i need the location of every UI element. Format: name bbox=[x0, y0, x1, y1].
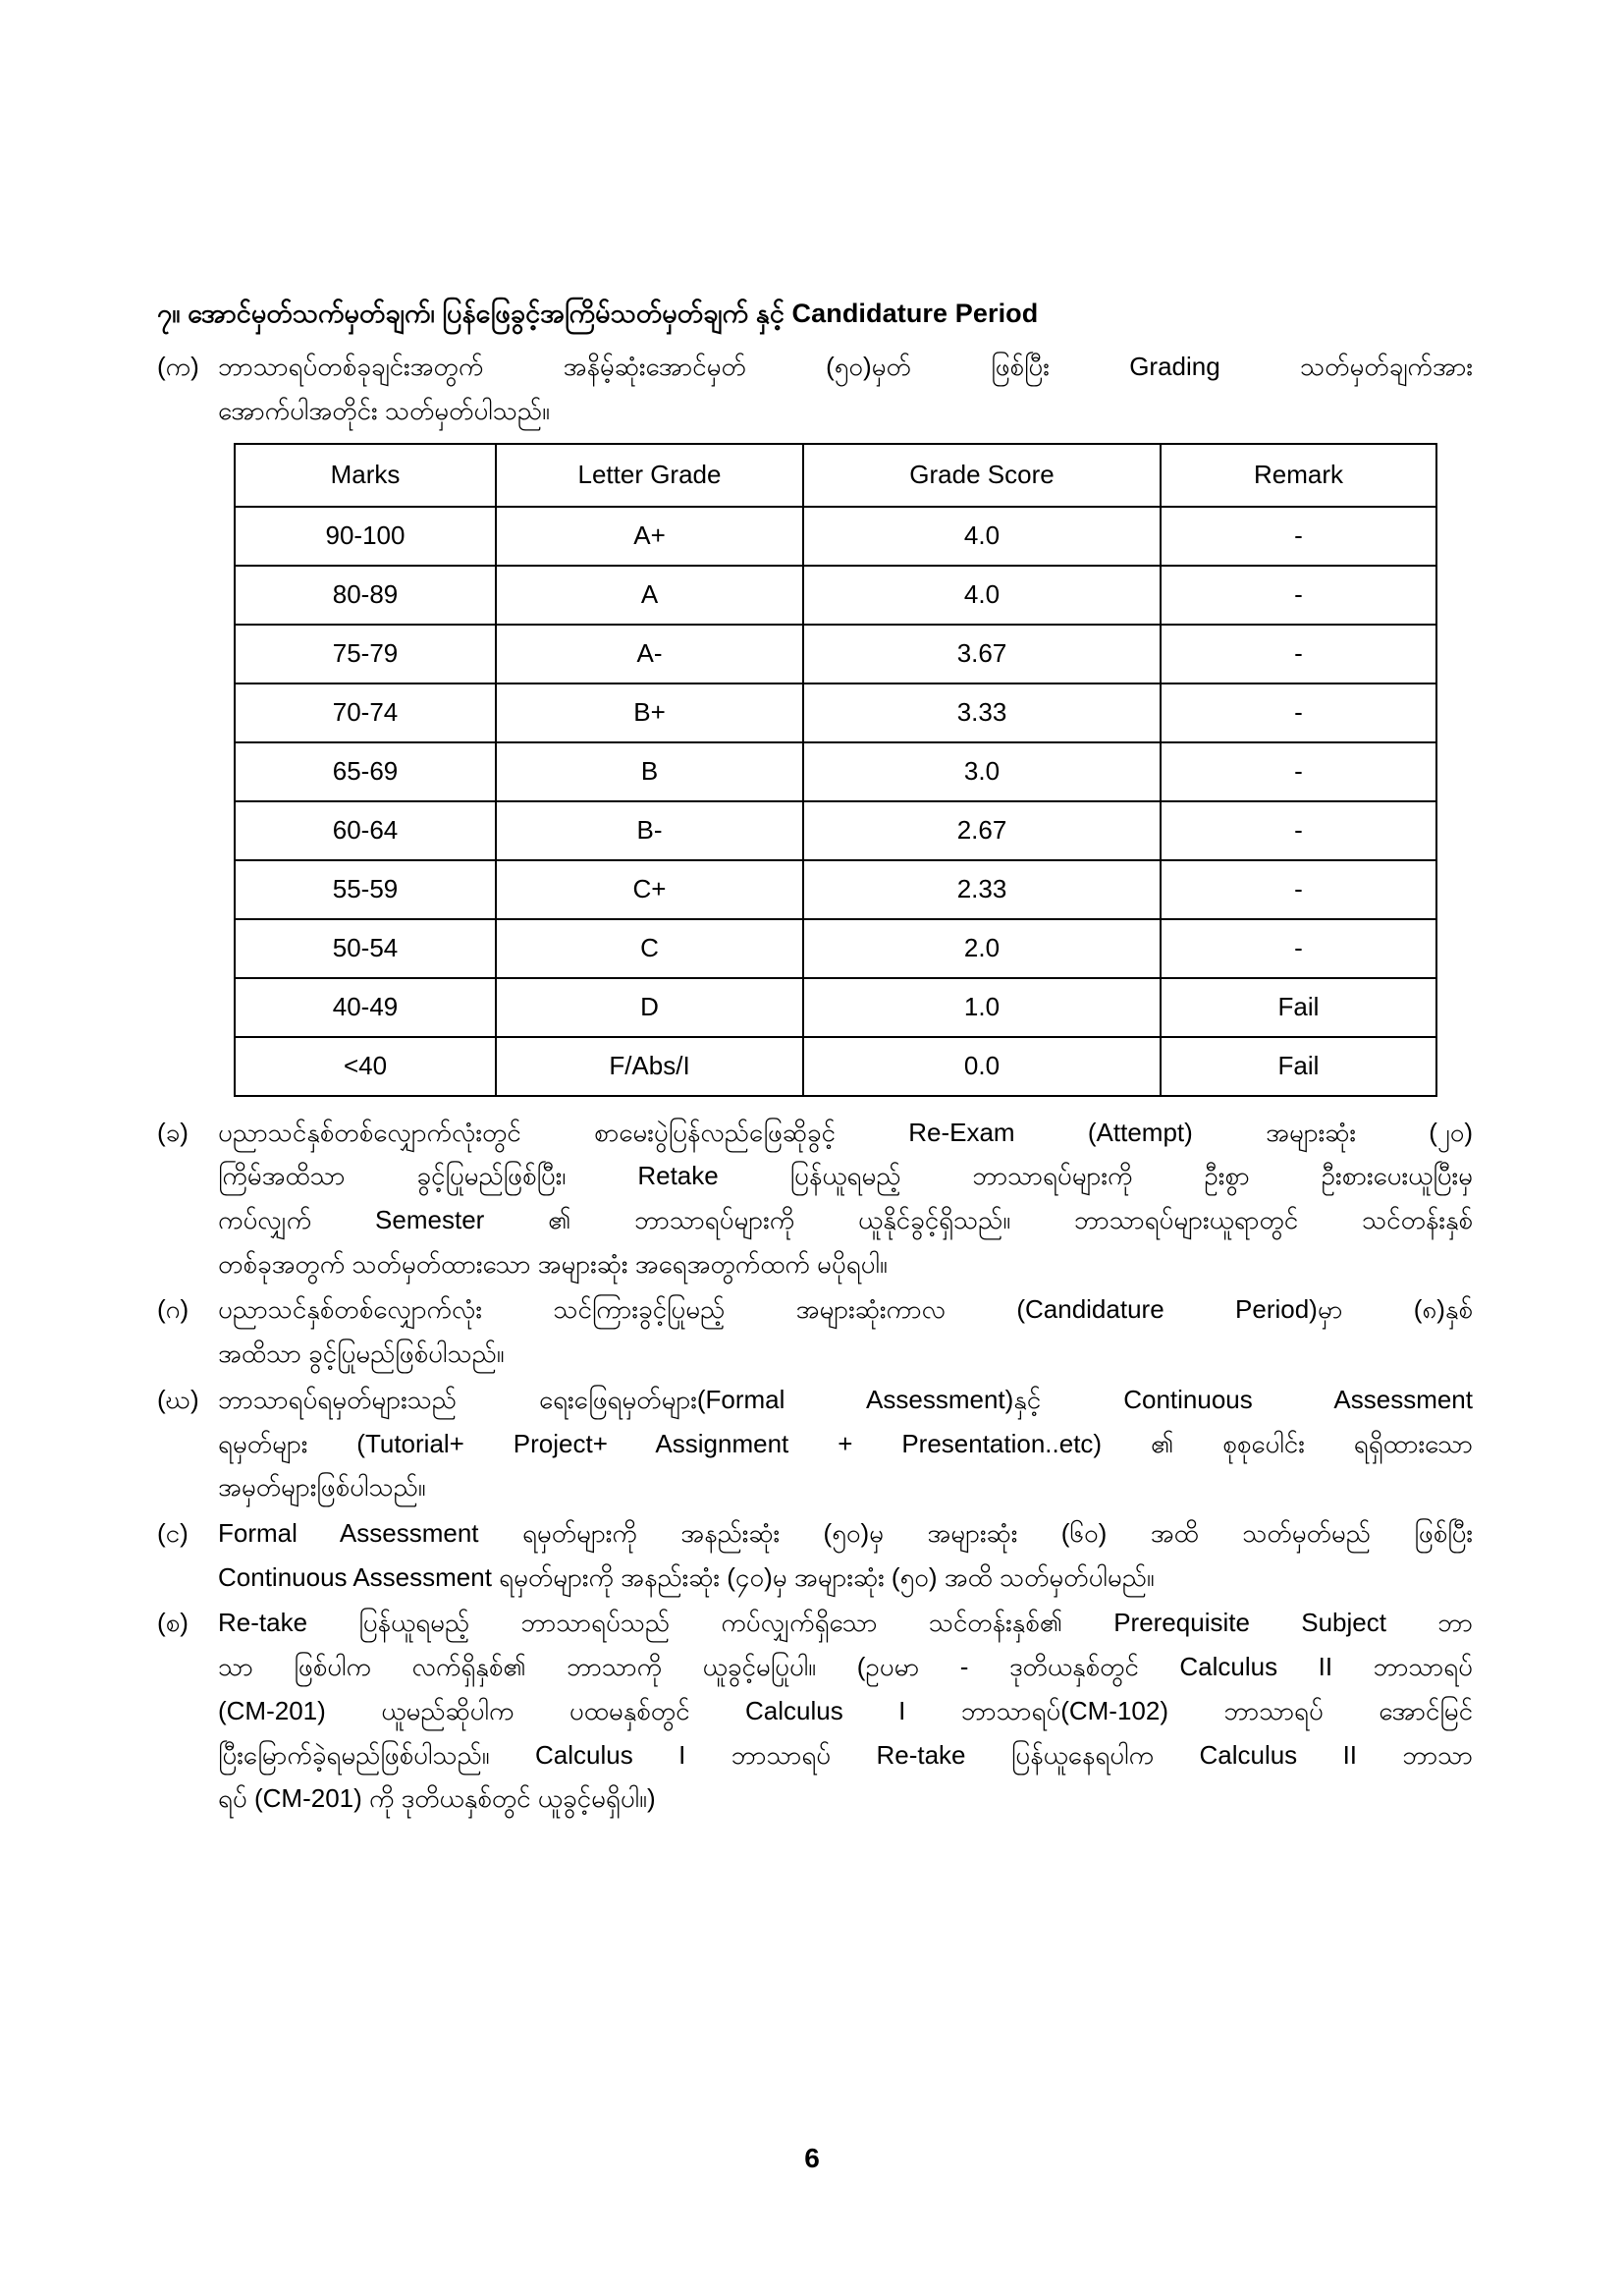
page-content bbox=[157, 295, 1473, 1823]
cell-grade-score: 4.0 bbox=[803, 507, 1161, 566]
cell-marks: 65-69 bbox=[235, 742, 496, 801]
paragraph-kha bbox=[157, 1111, 1473, 1286]
paragraph-line: ပညာသင်နှစ်တစ်လျှောက်လုံးတွင် စာမေးပွဲပြန်လည်ဖြေဆိုခွင့် Re-Exam (Attempt) အများဆုံး (၂၀) bbox=[218, 1117, 1473, 1147]
table-header-row bbox=[235, 444, 1436, 507]
paragraph-ka bbox=[157, 345, 1473, 432]
cell-letter-grade: A- bbox=[496, 625, 803, 683]
cell-letter-grade: F/Abs/I bbox=[496, 1037, 803, 1096]
table-row bbox=[235, 978, 1436, 1037]
cell-letter-grade: C bbox=[496, 919, 803, 978]
cell-marks: 90-100 bbox=[235, 507, 496, 566]
cell-letter-grade: D bbox=[496, 978, 803, 1037]
table-row bbox=[235, 566, 1436, 625]
paragraph-body-kha bbox=[218, 1111, 1473, 1286]
table-row bbox=[235, 860, 1436, 919]
paragraph-marker-kha: (ခ) bbox=[157, 1117, 189, 1147]
table-row bbox=[235, 625, 1436, 683]
paragraph-line: တစ်ခုအတွက် သတ်မှတ်ထားသော အများဆုံး အရေအတွက်ထက် မပိုရပါ။ bbox=[218, 1248, 888, 1279]
paragraph-body-ka bbox=[218, 345, 1473, 432]
cell-remark: Fail bbox=[1161, 1037, 1436, 1096]
grade-table-container bbox=[234, 443, 1435, 1097]
cell-grade-score: 0.0 bbox=[803, 1037, 1161, 1096]
paragraph-line: (CM-201) ယူမည်ဆိုပါက ပထမနှစ်တွင် Calculus I ဘာသာရပ်(CM-102) ဘာသာရပ် အောင်မြင် bbox=[218, 1695, 1473, 1725]
paragraph-line: အမှတ်များဖြစ်ပါသည်။ bbox=[218, 1472, 426, 1503]
cell-remark: - bbox=[1161, 801, 1436, 860]
paragraph-marker-nga: (င) bbox=[157, 1518, 189, 1549]
paragraph-line: Continuous Assessment ရမှတ်များကို အနည်းဆုံး (၄၀)မှ အများဆုံး (၅၀) အထိ သတ်မှတ်ပါမည်။ bbox=[218, 1561, 1155, 1592]
paragraph-line: ရပ် (CM-201) ကို ဒုတိယနှစ်တွင် ယူခွင့်မရှိပါ။) bbox=[218, 1783, 656, 1814]
cell-marks: 55-59 bbox=[235, 860, 496, 919]
column-header-letter-grade: Letter Grade bbox=[496, 444, 803, 507]
cell-remark: - bbox=[1161, 625, 1436, 683]
cell-marks: 50-54 bbox=[235, 919, 496, 978]
cell-letter-grade: A bbox=[496, 566, 803, 625]
paragraph-line: ပညာသင်နှစ်တစ်လျှောက်လုံး သင်ကြားခွင့်ပြုမည့် အများဆုံးကာလ (Candidature Period)မှာ (၈)နှစ် bbox=[218, 1294, 1473, 1325]
cell-grade-score: 3.33 bbox=[803, 683, 1161, 742]
cell-remark: - bbox=[1161, 683, 1436, 742]
column-header-remark: Remark bbox=[1161, 444, 1436, 507]
cell-grade-score: 1.0 bbox=[803, 978, 1161, 1037]
paragraph-line: Re-take ပြန်ယူရမည့် ဘာသာရပ်သည် ကပ်လျှက်ရှိသော သင်တန်းနှစ်၏ Prerequisite Subject ဘာ bbox=[218, 1608, 1473, 1638]
paragraph-ga bbox=[157, 1287, 1473, 1375]
paragraph-body-sa bbox=[218, 1601, 1473, 1821]
cell-remark: Fail bbox=[1161, 978, 1436, 1037]
cell-remark: - bbox=[1161, 860, 1436, 919]
table-row bbox=[235, 742, 1436, 801]
cell-marks: 70-74 bbox=[235, 683, 496, 742]
page-number: 6 bbox=[804, 2143, 820, 2173]
paragraph-line: Formal Assessment ရမှတ်များကို အနည်းဆုံး (၅၀)မှ အများဆုံး (၆၀) အထိ သတ်မှတ်မည် ဖြစ်ပြီး bbox=[218, 1518, 1473, 1549]
cell-letter-grade: B+ bbox=[496, 683, 803, 742]
column-header-marks: Marks bbox=[235, 444, 496, 507]
cell-grade-score: 3.0 bbox=[803, 742, 1161, 801]
paragraph-marker-ka: (က) bbox=[157, 352, 199, 382]
paragraph-line: အောက်ပါအတိုင်း သတ်မှတ်ပါသည်။ bbox=[218, 395, 550, 425]
table-row bbox=[235, 1037, 1436, 1096]
paragraph-line: ရမှတ်များ (Tutorial+ Project+ Assignment + Presentation..etc) ၏ စုစုပေါင်း ရရှိထားသော bbox=[218, 1428, 1473, 1458]
cell-letter-grade: C+ bbox=[496, 860, 803, 919]
section-heading: ၇။ အောင်မှတ်သက်မှတ်ချက်၊ ပြန်ဖြေခွင့်အကြိမ်သတ်မှတ်ချက် နှင့် Candidature Period bbox=[157, 299, 1039, 328]
table-row bbox=[235, 507, 1436, 566]
cell-marks: 40-49 bbox=[235, 978, 496, 1037]
paragraph-line: ကြိမ်အထိသာ ခွင့်ပြုမည်ဖြစ်ပြီး၊ Retake ပြန်ယူရမည့် ဘာသာရပ်များကို ဦးစွာ ဦးစားပေးယူပြီးမှ bbox=[218, 1161, 1473, 1191]
table-row bbox=[235, 683, 1436, 742]
paragraph-body-ga bbox=[218, 1287, 1473, 1375]
table-row bbox=[235, 919, 1436, 978]
cell-remark: - bbox=[1161, 919, 1436, 978]
paragraph-gha bbox=[157, 1378, 1473, 1509]
cell-grade-score: 4.0 bbox=[803, 566, 1161, 625]
cell-marks: 80-89 bbox=[235, 566, 496, 625]
cell-letter-grade: A+ bbox=[496, 507, 803, 566]
cell-marks: 75-79 bbox=[235, 625, 496, 683]
paragraph-line: ဘာသာရပ်တစ်ခုချင်းအတွက် အနိမ့်ဆုံးအောင်မှတ် (၅၀)မှတ် ဖြစ်ပြီး Grading သတ်မှတ်ချက်အား bbox=[218, 352, 1473, 382]
paragraph-marker-sa: (စ) bbox=[157, 1608, 189, 1638]
paragraph-body-nga bbox=[218, 1511, 1473, 1599]
cell-grade-score: 2.0 bbox=[803, 919, 1161, 978]
cell-letter-grade: B bbox=[496, 742, 803, 801]
paragraph-marker-ga: (ဂ) bbox=[157, 1294, 189, 1325]
cell-grade-score: 2.67 bbox=[803, 801, 1161, 860]
cell-letter-grade: B- bbox=[496, 801, 803, 860]
cell-remark: - bbox=[1161, 742, 1436, 801]
paragraph-marker-gha: (ဃ) bbox=[157, 1384, 199, 1414]
grade-table bbox=[234, 443, 1437, 1097]
paragraph-line: ဘာသာရပ်ရမှတ်များသည် ရေးဖြေရမှတ်များ(Formal Assessment)နှင့် Continuous Assessment bbox=[218, 1384, 1473, 1414]
cell-marks: 60-64 bbox=[235, 801, 496, 860]
paragraph-line: အထိသာ ခွင့်ပြုမည်ဖြစ်ပါသည်။ bbox=[218, 1339, 505, 1369]
paragraph-sa bbox=[157, 1601, 1473, 1821]
paragraph-line: သာ ဖြစ်ပါက လက်ရှိနှစ်၏ ဘာသာကို ယူခွင့်မပြုပါ။ (ဥပမာ - ဒုတိယနှစ်တွင် Calculus II ဘာသာရပ် bbox=[218, 1652, 1473, 1682]
cell-grade-score: 3.67 bbox=[803, 625, 1161, 683]
cell-grade-score: 2.33 bbox=[803, 860, 1161, 919]
paragraph-body-gha bbox=[218, 1378, 1473, 1509]
cell-marks: <40 bbox=[235, 1037, 496, 1096]
cell-remark: - bbox=[1161, 566, 1436, 625]
paragraph-nga bbox=[157, 1511, 1473, 1599]
column-header-grade-score: Grade Score bbox=[803, 444, 1161, 507]
paragraph-line: ပြီးမြောက်ခဲ့ရမည်ဖြစ်ပါသည်။ Calculus I ဘာသာရပ် Re-take ပြန်ယူနေရပါက Calculus II ဘာသာ bbox=[218, 1739, 1473, 1770]
paragraph-line: ကပ်လျှက် Semester ၏ ဘာသာရပ်များကို ယူနိုင်ခွင့်ရှိသည်။ ဘာသာရပ်များယူရာတွင် သင်တန်းနှစ် bbox=[218, 1205, 1473, 1235]
cell-remark: - bbox=[1161, 507, 1436, 566]
table-row bbox=[235, 801, 1436, 860]
